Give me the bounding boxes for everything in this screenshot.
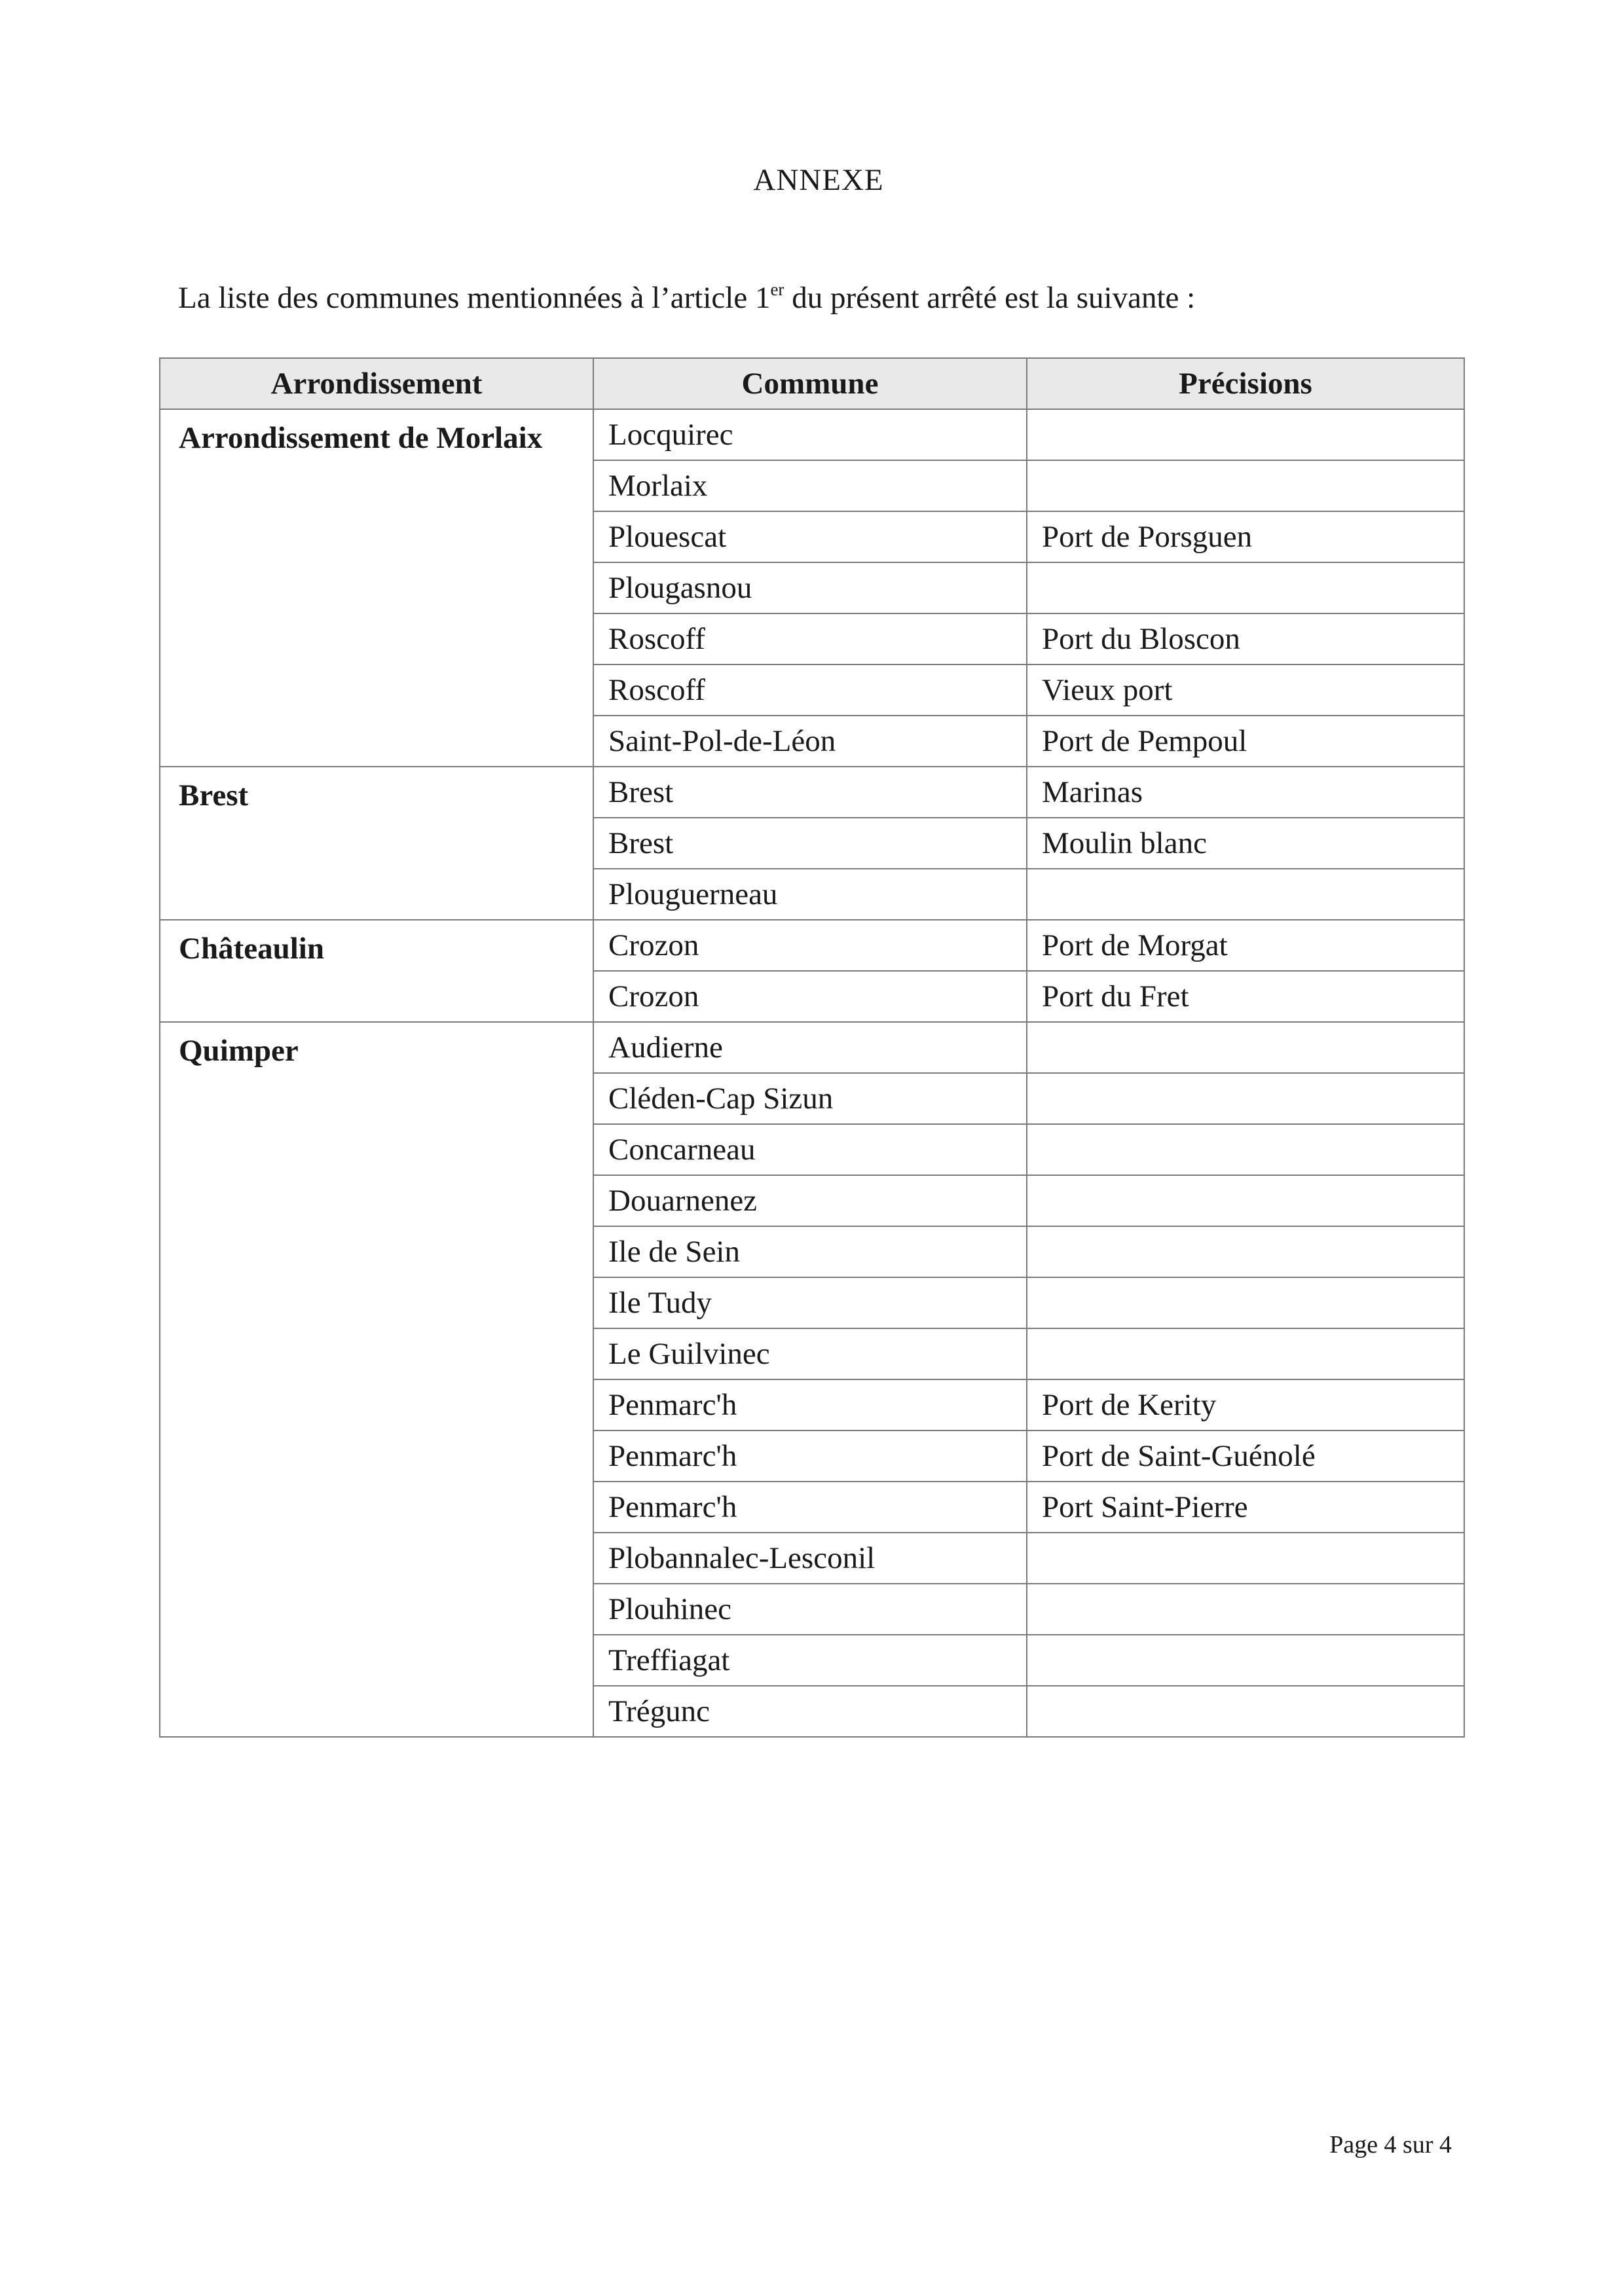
precision-cell xyxy=(1027,409,1464,460)
commune-cell: Ile Tudy xyxy=(593,1277,1027,1328)
commune-cell: Treffiagat xyxy=(593,1635,1027,1686)
header-arrondissement: Arrondissement xyxy=(160,358,593,409)
intro-text-end: du présent arrêté est la suivante : xyxy=(784,281,1196,315)
commune-cell: Penmarc'h xyxy=(593,1379,1027,1430)
intro-text xyxy=(178,280,1195,316)
commune-cell: Penmarc'h xyxy=(593,1482,1027,1533)
precision-cell xyxy=(1027,1635,1464,1686)
precision-cell: Port du Fret xyxy=(1027,971,1464,1022)
arrondissement-cell: Quimper xyxy=(160,1022,593,1737)
precision-cell: Port de Morgat xyxy=(1027,920,1464,971)
arrondissement-cell: Brest xyxy=(160,767,593,920)
intro-text-start: La liste des communes mentionnées à l’article 1 xyxy=(178,281,771,315)
commune-cell: Plouhinec xyxy=(593,1584,1027,1635)
precision-cell: Marinas xyxy=(1027,767,1464,818)
commune-cell: Audierne xyxy=(593,1022,1027,1073)
arrondissement-cell: Arrondissement de Morlaix xyxy=(160,409,593,767)
precision-cell xyxy=(1027,869,1464,920)
precision-cell: Port Saint-Pierre xyxy=(1027,1482,1464,1533)
commune-cell: Roscoff xyxy=(593,613,1027,665)
commune-cell: Penmarc'h xyxy=(593,1430,1027,1482)
precision-cell xyxy=(1027,1022,1464,1073)
commune-cell: Ile de Sein xyxy=(593,1226,1027,1277)
commune-cell: Le Guilvinec xyxy=(593,1328,1027,1379)
page-title: ANNEXE xyxy=(753,163,884,197)
commune-cell: Morlaix xyxy=(593,460,1027,511)
commune-cell: Concarneau xyxy=(593,1124,1027,1175)
precision-cell xyxy=(1027,1328,1464,1379)
precision-cell: Vieux port xyxy=(1027,665,1464,716)
commune-cell: Plouescat xyxy=(593,511,1027,562)
commune-cell: Brest xyxy=(593,818,1027,869)
communes-table xyxy=(159,357,1465,1738)
table-row xyxy=(160,920,1464,971)
precision-cell xyxy=(1027,562,1464,613)
precision-cell xyxy=(1027,1073,1464,1124)
precision-cell: Port du Bloscon xyxy=(1027,613,1464,665)
commune-cell: Crozon xyxy=(593,920,1027,971)
commune-cell: Plougasnou xyxy=(593,562,1027,613)
precision-cell: Moulin blanc xyxy=(1027,818,1464,869)
commune-cell: Saint-Pol-de-Léon xyxy=(593,716,1027,767)
precision-cell: Port de Kerity xyxy=(1027,1379,1464,1430)
commune-cell: Crozon xyxy=(593,971,1027,1022)
header-precisions: Précisions xyxy=(1027,358,1464,409)
intro-superscript: er xyxy=(770,280,784,299)
precision-cell: Port de Pempoul xyxy=(1027,716,1464,767)
commune-cell: Locquirec xyxy=(593,409,1027,460)
table-header-row xyxy=(160,358,1464,409)
header-commune: Commune xyxy=(593,358,1027,409)
precision-cell xyxy=(1027,1584,1464,1635)
table-row xyxy=(160,409,1464,460)
precision-cell xyxy=(1027,1533,1464,1584)
commune-cell: Trégunc xyxy=(593,1686,1027,1737)
commune-cell: Roscoff xyxy=(593,665,1027,716)
precision-cell: Port de Porsguen xyxy=(1027,511,1464,562)
precision-cell xyxy=(1027,1124,1464,1175)
precision-cell xyxy=(1027,1226,1464,1277)
commune-cell: Cléden-Cap Sizun xyxy=(593,1073,1027,1124)
arrondissement-cell: Châteaulin xyxy=(160,920,593,1022)
commune-cell: Brest xyxy=(593,767,1027,818)
table-body xyxy=(160,409,1464,1737)
precision-cell xyxy=(1027,460,1464,511)
table-row xyxy=(160,1022,1464,1073)
commune-cell: Plobannalec-Lesconil xyxy=(593,1533,1027,1584)
table-row xyxy=(160,767,1464,818)
precision-cell: Port de Saint-Guénolé xyxy=(1027,1430,1464,1482)
precision-cell xyxy=(1027,1277,1464,1328)
commune-cell: Douarnenez xyxy=(593,1175,1027,1226)
precision-cell xyxy=(1027,1686,1464,1737)
precision-cell xyxy=(1027,1175,1464,1226)
commune-cell: Plouguerneau xyxy=(593,869,1027,920)
page-number: Page 4 sur 4 xyxy=(1329,2131,1452,2159)
